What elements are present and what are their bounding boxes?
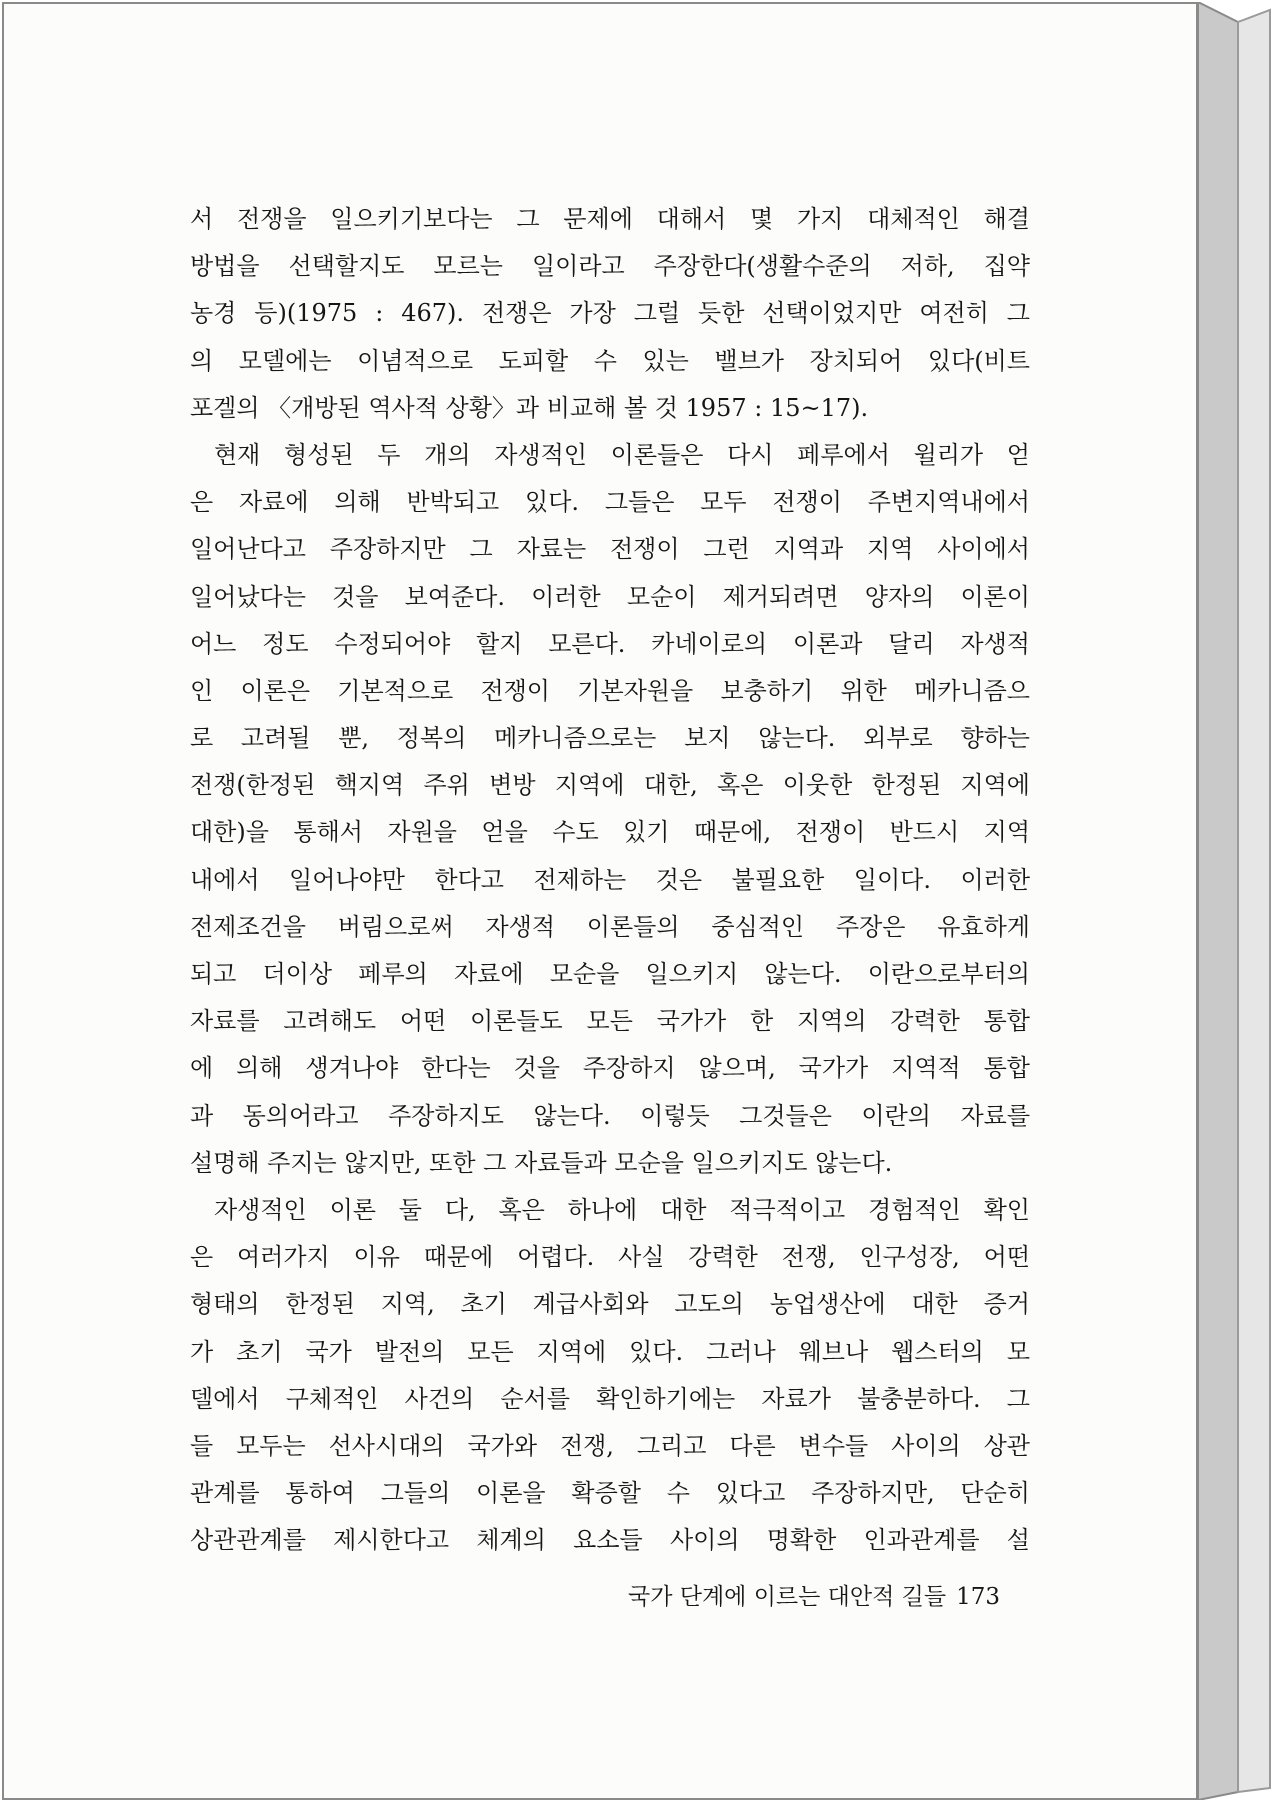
body-text (190, 196, 1030, 1564)
text-line: 델에서 구체적인 사건의 순서를 확인하기에는 자료가 불충분하다. 그 (190, 1384, 1030, 1413)
text-line: 에 의해 생겨나야 한다는 것을 주장하지 않으며, 국가가 지역적 통합 (190, 1054, 1030, 1083)
text-line: 들 모두는 선사시대의 국가와 전쟁, 그리고 다른 변수들 사이의 상관 (190, 1431, 1030, 1460)
text-line: 대한)을 통해서 자원을 얻을 수도 있기 때문에, 전쟁이 반드시 지역 (190, 818, 1030, 847)
running-footer (590, 1578, 1000, 1611)
text-line: 일어났다는 것을 보여준다. 이러한 모순이 제거되려면 양자의 이론이 (190, 582, 1030, 611)
text-line: 의 모델에는 이념적으로 도피할 수 있는 밸브가 장치되어 있다(비트 (190, 346, 1030, 375)
text-line: 상관관계를 제시한다고 체계의 요소들 사이의 명확한 인과관계를 설 (190, 1526, 1030, 1555)
text-line: 은 자료에 의해 반박되고 있다. 그들은 모두 전쟁이 주변지역내에서 (190, 488, 1030, 517)
text-line: 어느 정도 수정되어야 할지 모른다. 카네이로의 이론과 달리 자생적 (190, 629, 1030, 658)
text-line: 로 고려될 뿐, 정복의 메카니즘으로는 보지 않는다. 외부로 향하는 (190, 724, 1030, 753)
text-line: 되고 더이상 페루의 자료에 모순을 일으키지 않는다. 이란으로부터의 (190, 960, 1030, 988)
text-line: 전제조건을 버림으로써 자생적 이론들의 중심적인 주장은 유효하게 (190, 912, 1030, 941)
text-line: 방법을 선택할지도 모르는 일이라고 주장한다(생활수준의 저하, 집약 (190, 252, 1030, 281)
text-line: 서 전쟁을 일으키기보다는 그 문제에 대해서 몇 가지 대체적인 해결 (190, 205, 1030, 233)
text-line: 포겔의 〈개방된 역사적 상황〉과 비교해 볼 것 1957 : 15~17). (190, 393, 869, 422)
text-line: 형태의 한정된 지역, 초기 계급사회와 고도의 농업생산에 대한 증거 (190, 1290, 1030, 1319)
text-line: 과 동의어라고 주장하지도 않는다. 이렇듯 그것들은 이란의 자료를 (190, 1101, 1030, 1130)
text-line: 설명해 주지는 않지만, 또한 그 자료들과 모순을 일으키지도 않는다. (190, 1148, 893, 1177)
text-line: 은 여러가지 이유 때문에 어렵다. 사실 강력한 전쟁, 인구성장, 어떤 (190, 1243, 1030, 1272)
page-edge-shadow (1198, 2, 1272, 1800)
text-line: 관계를 통하여 그들의 이론을 확증할 수 있다고 주장하지만, 단순히 (190, 1479, 1030, 1508)
text-line: 가 초기 국가 발전의 모든 지역에 있다. 그러나 웨브나 웹스터의 모 (190, 1337, 1030, 1366)
text-line: 일어난다고 주장하지만 그 자료는 전쟁이 그런 지역과 지역 사이에서 (190, 535, 1030, 564)
text-line: 내에서 일어나야만 한다고 전제하는 것은 불필요한 일이다. 이러한 (190, 865, 1030, 894)
running-title: 국가 단계에 이르는 대안적 길들 (628, 1584, 947, 1610)
text-line: 자생적인 이론 둘 다, 혹은 하나에 대한 적극적이고 경험적인 확인 (214, 1195, 1030, 1224)
text-line: 현재 형성된 두 개의 자생적인 이론들은 다시 페루에서 윌리가 얻 (214, 440, 1030, 469)
page-number: 173 (956, 1584, 1000, 1610)
text-line: 농경 등)(1975 : 467). 전쟁은 가장 그럴 듯한 선택이었지만 여전히 그 (190, 299, 1030, 328)
text-line: 전쟁(한정된 핵지역 주위 변방 지역에 대한, 혹은 이웃한 한정된 지역에 (190, 771, 1030, 800)
text-line: 자료를 고려해도 어떤 이론들도 모든 국가가 한 지역의 강력한 통합 (190, 1007, 1030, 1036)
text-line: 인 이론은 기본적으로 전쟁이 기본자원을 보충하기 위한 메카니즘으 (190, 676, 1030, 705)
